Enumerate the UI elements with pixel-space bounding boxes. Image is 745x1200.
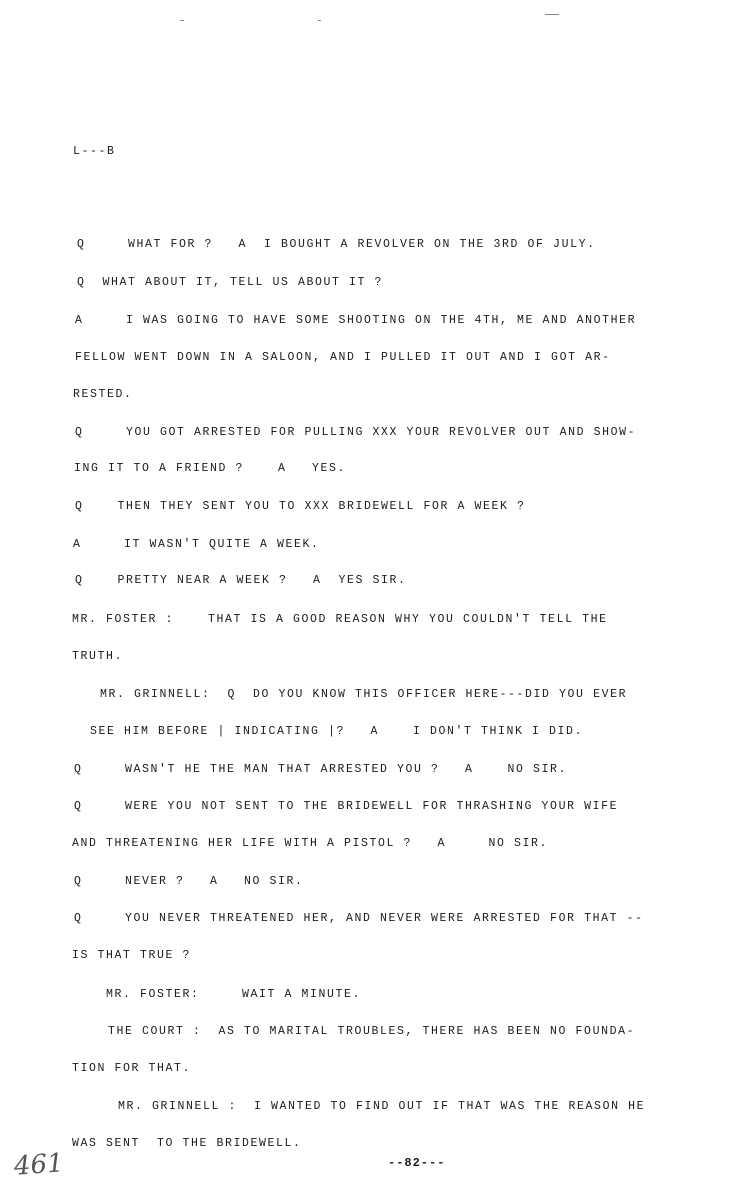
transcript-line: Q WASN'T HE THE MAN THAT ARRESTED YOU ? A NO SIR. (74, 763, 568, 776)
transcript-line: Q PRETTY NEAR A WEEK ? A YES SIR. (75, 574, 407, 587)
transcript-line: MR. FOSTER : THAT IS A GOOD REASON WHY YOU COULDN'T TELL THE (72, 613, 608, 626)
paper-speck (180, 20, 184, 21)
handwritten-mark: 461 (13, 1148, 65, 1182)
transcript-line: ING IT TO A FRIEND ? A YES. (74, 462, 347, 475)
transcript-line: Q WHAT ABOUT IT, TELL US ABOUT IT ? (77, 276, 384, 289)
transcript-line: MR. GRINNELL : I WANTED TO FIND OUT IF THAT WAS THE REASON HE (118, 1100, 646, 1113)
page-code: L---B (73, 145, 116, 158)
paper-speck (545, 14, 559, 15)
transcript-line: Q WHAT FOR ? A I BOUGHT A REVOLVER ON THE 3RD OF JULY. (77, 238, 596, 251)
transcript-line: IS THAT TRUE ? (72, 949, 192, 962)
transcript-line: Q YOU NEVER THREATENED HER, AND NEVER WERE ARRESTED FOR THAT -- (74, 912, 644, 925)
transcript-line: Q YOU GOT ARRESTED FOR PULLING XXX YOUR REVOLVER OUT AND SHOW- (75, 426, 637, 439)
transcript-line: AND THREATENING HER LIFE WITH A PISTOL ? A NO SIR. (72, 837, 549, 850)
transcript-line: MR. FOSTER: WAIT A MINUTE. (106, 988, 362, 1001)
transcript-line: WAS SENT TO THE BRIDEWELL. (72, 1137, 302, 1150)
paper-speck (318, 20, 321, 21)
transcript-line: THE COURT : AS TO MARITAL TROUBLES, THERE HAS BEEN NO FOUNDA- (108, 1025, 636, 1038)
transcript-line: Q NEVER ? A NO SIR. (74, 875, 304, 888)
transcript-line: RESTED. (73, 388, 133, 401)
transcript-line: TRUTH. (72, 650, 124, 663)
transcript-line: FELLOW WENT DOWN IN A SALOON, AND I PULLED IT OUT AND I GOT AR- (75, 351, 611, 364)
transcript-line: A IT WASN'T QUITE A WEEK. (73, 538, 320, 551)
page-number: --82--- (388, 1156, 446, 1170)
transcript-line: MR. GRINNELL: Q DO YOU KNOW THIS OFFICER HERE---DID YOU EVER (100, 688, 628, 701)
transcript-line: Q THEN THEY SENT YOU TO XXX BRIDEWELL FOR A WEEK ? (75, 500, 526, 513)
transcript-line: SEE HIM BEFORE | INDICATING |? A I DON'T THINK I DID. (90, 725, 584, 738)
transcript-line: Q WERE YOU NOT SENT TO THE BRIDEWELL FOR THRASHING YOUR WIFE (74, 800, 619, 813)
transcript-line: TION FOR THAT. (72, 1062, 192, 1075)
transcript-line: A I WAS GOING TO HAVE SOME SHOOTING ON THE 4TH, ME AND ANOTHER (75, 314, 637, 327)
